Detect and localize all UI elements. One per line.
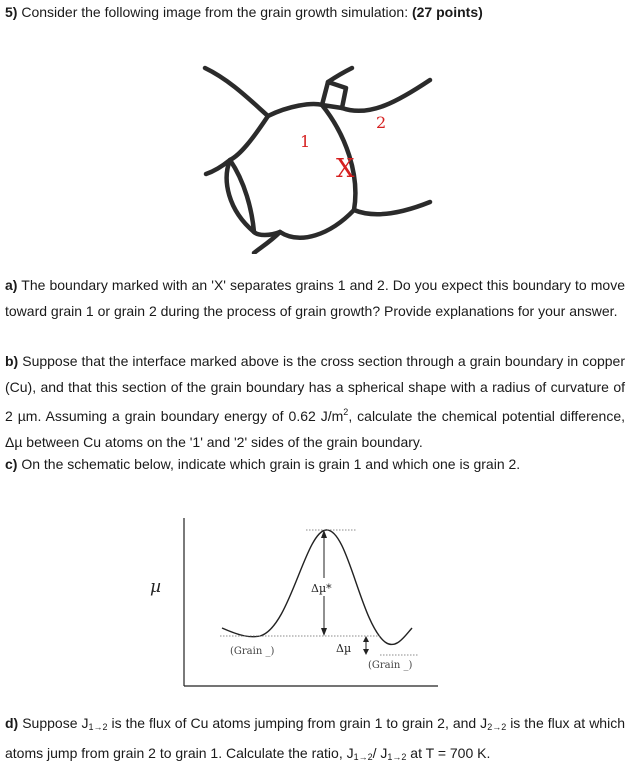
grain1-label: 1: [300, 132, 311, 151]
question-points: (27 points): [411, 4, 483, 20]
right-grain-label: (Grain _): [368, 660, 413, 671]
part-c-text: On the schematic below, indicate which grain is grain 1 and which one is grain 2.: [17, 456, 521, 472]
part-d-text-1: Suppose J: [18, 715, 89, 731]
part-d-subscript-2: 2→2: [487, 722, 507, 732]
part-a: [5, 273, 625, 324]
boundary-bottom-right: [354, 202, 430, 214]
part-d-text-3: is the flux at which atoms jump from grain 2 to grain 1. Calculate the ratio, J: [5, 715, 625, 761]
boundary-top-left: [205, 68, 268, 116]
part-b-superscript: 2: [343, 407, 349, 417]
part-b: [5, 349, 625, 455]
grain-growth-figure: [200, 60, 436, 254]
part-d: [5, 711, 625, 770]
part-a-label: a): [5, 277, 18, 293]
left-grain-label: (Grain _): [230, 646, 275, 657]
grain-boundaries: [205, 68, 430, 253]
delta-mu-arrow-down-head: [363, 649, 369, 655]
delta-mu-label: Δµ: [336, 642, 352, 655]
part-d-subscript-3: 1→2: [353, 751, 373, 762]
part-c-label: c): [5, 456, 18, 472]
boundary-small-grain: [322, 82, 346, 108]
question-heading: [5, 4, 483, 20]
delta-mu-arrow-up-head: [363, 636, 369, 642]
boundary-x-marker: X: [336, 154, 355, 184]
boundary-lens-upper: [227, 160, 254, 232]
part-b-label: b): [5, 353, 19, 369]
part-d-text-4: / J: [372, 744, 388, 761]
barrier-label: Δµ*: [311, 582, 332, 595]
boundary-bottom: [280, 210, 354, 238]
part-a-text: The boundary marked with an 'X' separates grains 1 and 2. Do you expect this boundary to move toward grain 1 or grain 2 during the process of grain growth? Provide explanations for your answer.: [5, 277, 625, 319]
part-c: [5, 452, 625, 478]
part-b-text-2: , calculate the chemical potential difference, Δµ between Cu atoms on the '1' and '2' sides of the grain boundary.: [5, 408, 625, 450]
part-d-subscript-1: 1→2: [88, 722, 108, 732]
question-number: 5): [5, 4, 18, 20]
grain2-label: 2: [376, 113, 387, 132]
boundary-right-upper: [342, 80, 430, 111]
energy-schematic: [140, 512, 440, 692]
part-d-subscript-4: 1→2: [387, 751, 407, 762]
boundary-top-right: [328, 68, 352, 82]
boundary-lens-lower: [230, 160, 280, 235]
part-b-text-1: Suppose that the interface marked above is the cross section through a grain boundary in copper (Cu), and that this section of the grain boundary has a spherical shape with a radius of curvature of 2 µm. Assuming a grain boundary energy of 0.62 J/m: [5, 353, 625, 424]
question-text: Consider the following image from the grain growth simulation:: [17, 4, 412, 20]
part-d-text-2: is the flux of Cu atoms jumping from grain 1 to grain 2, and J: [107, 715, 488, 731]
mu-axis-label: µ: [150, 577, 162, 597]
boundary-grain1-left: [230, 116, 268, 160]
part-d-text-5: at T = 700 K.: [406, 744, 491, 761]
part-d-label: d): [5, 715, 19, 731]
barrier-arrow-down-head: [321, 628, 327, 636]
boundary-grain1-top: [268, 104, 322, 116]
